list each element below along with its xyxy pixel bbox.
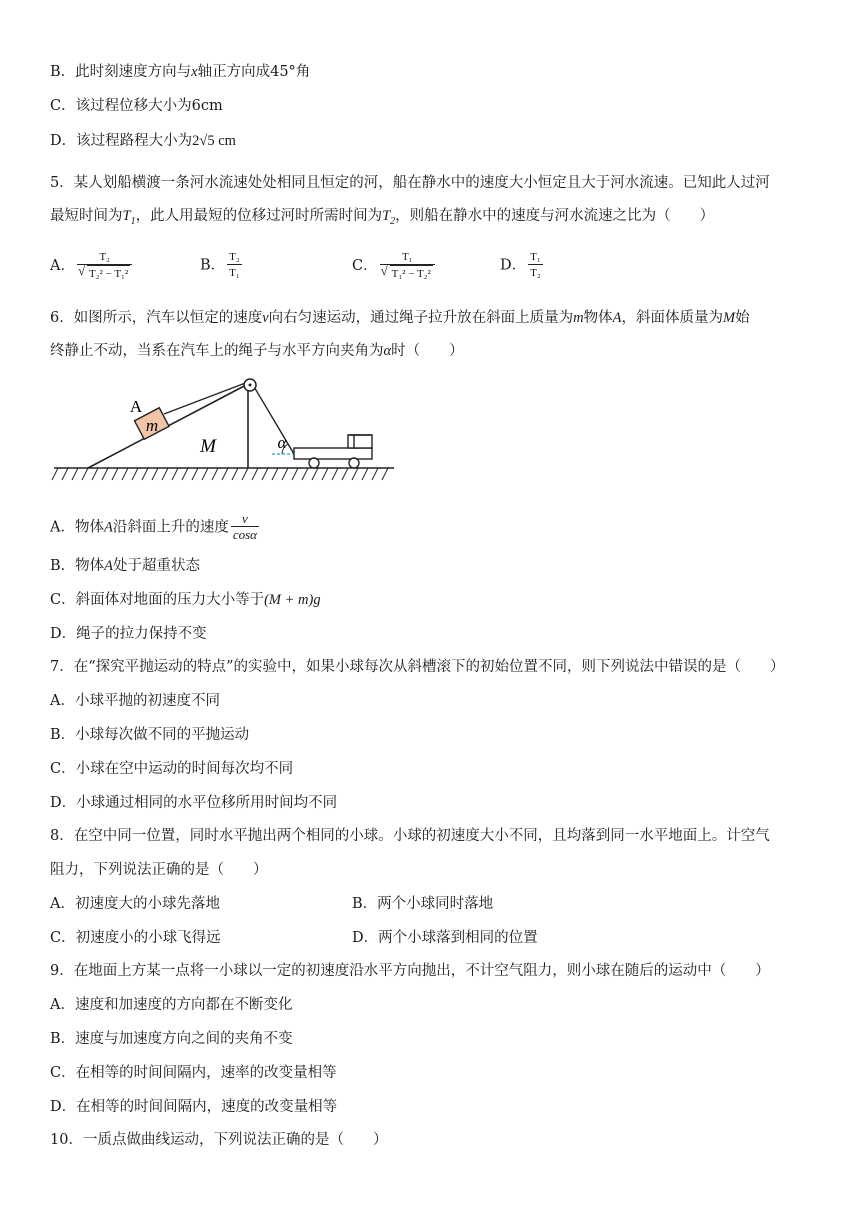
q7-stem: 7．在“探究平抛运动的特点”的实验中，如果小球每次从斜槽滚下的初始位置不同，则下列说法中错误的是（ ） <box>50 659 785 675</box>
q5-option-a: A． T₂ √ T₂² − T₁² <box>50 250 134 282</box>
q6-figure <box>50 372 400 484</box>
block-m-label: m <box>145 416 159 435</box>
q6-stem-line1: 6．如图所示，汽车以恒定的速度v向右匀速运动，通过绳子拉升放在斜面上质量为m物体A，斜面体质量为M始 <box>50 310 750 326</box>
truck-wheel-rear <box>309 458 319 468</box>
q8-option-d: D．两个小球落到相同的位置 <box>352 930 538 946</box>
incline-M-label: M <box>200 436 216 457</box>
block-A-label: A <box>129 397 143 416</box>
q4-option-b: B．此时刻速度方向与x轴正方向成45°角 <box>50 64 311 80</box>
q7-option-c: C．小球在空中运动的时间每次均不同 <box>50 761 294 777</box>
q7-option-b: B．小球每次做不同的平抛运动 <box>50 727 250 743</box>
ground-hatching <box>52 468 388 480</box>
q4-option-d: D．该过程路程大小为2√5 cm <box>50 133 236 149</box>
q5-option-b: B． $\frac{\text{T₂}}{\text{T₁}}$ <box>200 251 240 279</box>
q8-option-b: B．两个小球同时落地 <box>352 896 494 912</box>
rope-car <box>253 385 294 454</box>
q8-option-c: C．初速度小的小球飞得远 <box>50 930 221 946</box>
q9-option-c: C．在相等的时间间隔内，速率的改变量相等 <box>50 1065 337 1081</box>
q6-option-b: B．物体A处于超重状态 <box>50 558 201 574</box>
q8-stem-line2: 阻力，下列说法正确的是（ ） <box>50 862 268 878</box>
q9-stem: 9．在地面上方某一点将一小球以一定的初速度沿水平方向抛出，不计空气阻力，则小球在随后的运动中（ ） <box>50 963 770 979</box>
q6-stem-line2: 终静止不动，当系在汽车上的绳子与水平方向夹角为α时（ ） <box>50 343 464 359</box>
q5-option-c: C． T₁ √ T₁² − T₂² <box>352 250 437 282</box>
q5-stem-line2: 最短时间为$T_1$，此人用最短的位移过河时所需时间为$T_2$，则船在静水中的速度与河水流速之比为（ ） <box>50 208 715 227</box>
q9-option-d: D．在相等的时间间隔内，速度的改变量相等 <box>50 1099 338 1115</box>
q6-option-c: C．斜面体对地面的压力大小等于(M + m)g <box>50 592 321 608</box>
truck <box>294 435 372 459</box>
q8-stem-line1: 8．在空中同一位置，同时水平抛出两个相同的小球。小球的初速度大小不同，且均落到同一水平地面上。计空气 <box>50 828 770 844</box>
q4-option-c: C．该过程位移大小为6cm <box>50 98 223 114</box>
q6-option-d: D．绳子的拉力保持不变 <box>50 626 207 642</box>
q5-stem-line1: 5．某人划船横渡一条河水流速处处相同且恒定的河，船在静水中的速度大小恒定且大于河水流速。已知此人过河 <box>50 175 770 191</box>
q7-option-d: D．小球通过相同的水平位移所用时间均不同 <box>50 795 338 811</box>
q7-option-a: A．小球平抛的初速度不同 <box>50 693 220 709</box>
q10-stem: 10．一质点做曲线运动，下列说法正确的是（ ） <box>50 1132 388 1148</box>
q9-option-a: A．速度和加速度的方向都在不断变化 <box>50 997 293 1013</box>
angle-alpha-label: α <box>277 433 287 452</box>
q9-option-b: B．速度与加速度方向之间的夹角不变 <box>50 1031 293 1047</box>
q6-option-a: A．物体A沿斜面上升的速度 $\frac{v}{\cos\alpha}$ <box>50 511 257 542</box>
truck-wheel-front <box>349 458 359 468</box>
rope-incline <box>164 382 248 414</box>
q8-option-a: A．初速度大的小球先落地 <box>50 896 220 912</box>
q5-option-d: D． $\frac{\text{T₁}}{\text{T₂}}$ <box>500 251 541 279</box>
